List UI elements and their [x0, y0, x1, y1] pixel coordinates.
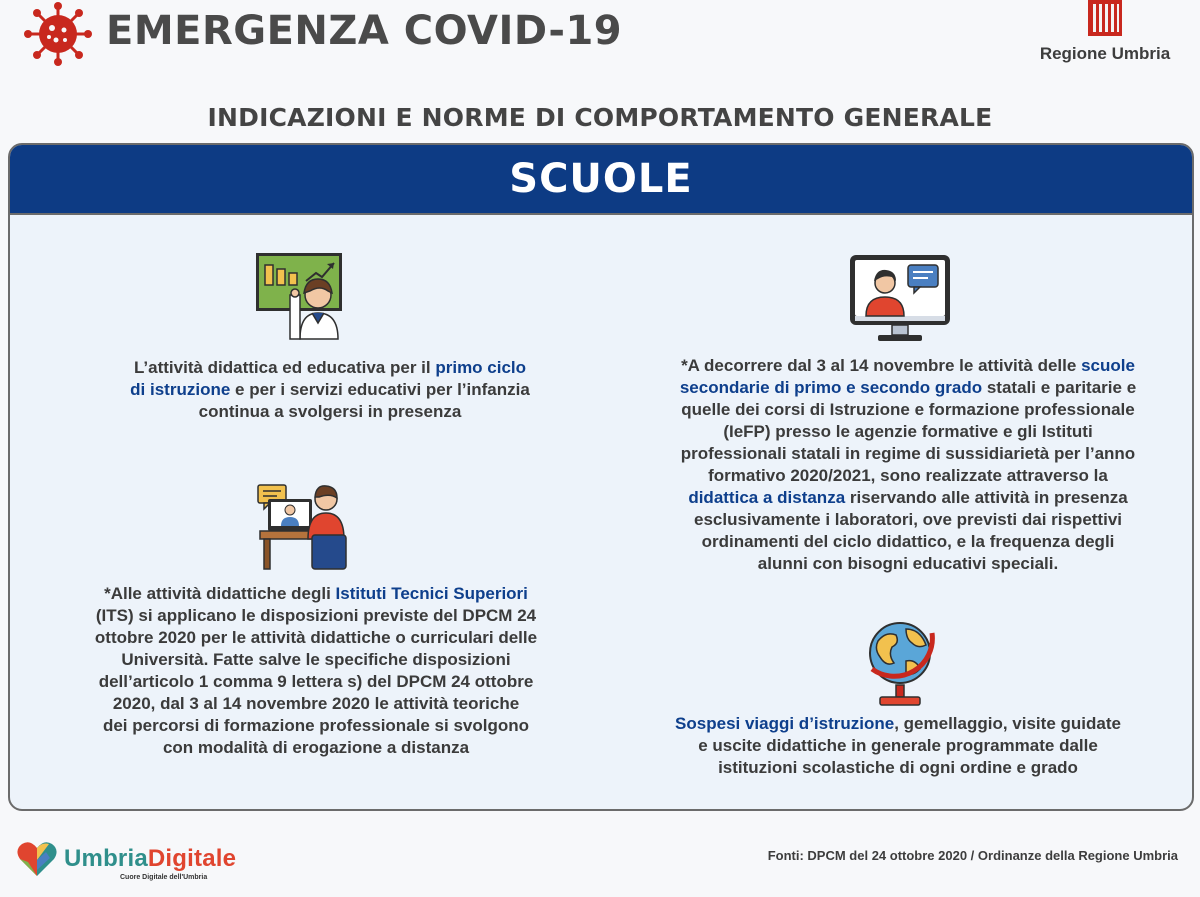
teacher-board-icon	[254, 251, 346, 341]
primary-highlight-2: di istruzione	[130, 380, 231, 399]
school-trips-text	[628, 713, 1168, 779]
secondary-text-9: ordinamenti del ciclo didattico, e la frequenza degli	[701, 532, 1115, 551]
globe-icon	[862, 615, 942, 709]
secondary-school-text	[628, 355, 1188, 575]
main-title: EMERGENZA COVID-19	[106, 8, 623, 54]
distance-learning-desk-icon	[254, 479, 350, 571]
trips-text-1: , gemellaggio, visite guidate	[894, 714, 1121, 733]
page-subtitle: INDICAZIONI E NORME DI COMPORTAMENTO GENERALE	[207, 103, 993, 132]
secondary-text-1: *A decorrere dal 3 al 14 novembre le attività delle	[681, 356, 1082, 375]
secondary-text-6: formativo 2020/2021, sono realizzate attraverso la	[708, 466, 1108, 485]
primary-text-2: e per i servizi educativi per l’infanzia	[230, 380, 530, 399]
heart-logo-icon	[16, 840, 58, 878]
secondary-highlight-3: didattica a distanza	[688, 488, 846, 507]
secondary-highlight-2: secondarie di primo e secondo grado	[679, 378, 983, 397]
region-logo	[1030, 0, 1180, 70]
its-text-6: 2020, dal 3 al 14 novembre 2020 le attività teoriche	[112, 694, 520, 713]
trips-highlight-1: Sospesi viaggi d’istruzione	[675, 714, 895, 733]
header	[0, 0, 1200, 100]
primary-highlight-1: primo ciclo	[435, 358, 527, 377]
primary-text-1: L’attività didattica ed educativa per il	[133, 358, 436, 377]
secondary-text-4: (IeFP) presso le agenzie formative e gli Istituti	[723, 422, 1093, 441]
trips-text-3: istituzioni scolastiche di ogni ordine e grado	[718, 758, 1078, 777]
its-text-3: ottobre 2020 per le attività didattiche o curriculari delle	[94, 628, 538, 647]
its-text-5: dell’articolo 1 comma 9 lettera s) del DPCM 24 ottobre	[98, 672, 534, 691]
primary-text-3: continua a svolgersi in presenza	[198, 402, 462, 421]
region-name: Regione Umbria	[1039, 44, 1171, 63]
secondary-text-5: professionali statali in regime di sussidiarietà per l’anno	[680, 444, 1136, 463]
schools-panel	[8, 143, 1194, 811]
virus-icon	[22, 2, 94, 66]
secondary-highlight-1: scuole	[1081, 356, 1135, 375]
secondary-text-3: quelle dei corsi di Istruzione e formazione professionale	[681, 400, 1135, 419]
its-text-1: *Alle attività didattiche degli	[104, 584, 336, 603]
logo-wordmark	[64, 845, 236, 873]
its-text-4: Università. Fatte salve le specifiche disposizioni	[121, 650, 511, 669]
region-emblem-icon	[1088, 0, 1122, 36]
secondary-text-8: esclusivamente i laboratori, ove previsti dai rispettivi	[694, 510, 1122, 529]
its-highlight-1: Istituti Tecnici Superiori	[335, 584, 528, 603]
logo-umbria: Umbria	[64, 845, 148, 872]
logo-digitale: Digitale	[147, 845, 237, 872]
primary-school-text	[70, 357, 590, 423]
video-call-monitor-icon	[848, 253, 952, 345]
secondary-text-7: riservando alle attività in presenza	[845, 488, 1128, 507]
its-text-8: con modalità di erogazione a distanza	[162, 738, 470, 757]
its-text-7: dei percorsi di formazione professionale si svolgono	[102, 716, 530, 735]
its-text-2: (ITS) si applicano le disposizioni previste del DPCM 24	[95, 606, 537, 625]
sources-text: Fonti: DPCM del 24 ottobre 2020 / Ordinanze della Regione Umbria	[767, 848, 1178, 863]
its-text	[36, 583, 596, 759]
section-title: SCUOLE	[509, 156, 693, 202]
secondary-text-10: alunni con bisogni educativi speciali.	[757, 554, 1059, 573]
umbria-digitale-logo	[16, 836, 256, 886]
secondary-text-2: statali e paritarie e	[982, 378, 1137, 397]
panel-header	[10, 145, 1192, 215]
logo-tagline: Cuore Digitale dell'Umbria	[120, 874, 208, 881]
trips-text-2: e uscite didattiche in generale programmate dalle	[698, 736, 1098, 755]
